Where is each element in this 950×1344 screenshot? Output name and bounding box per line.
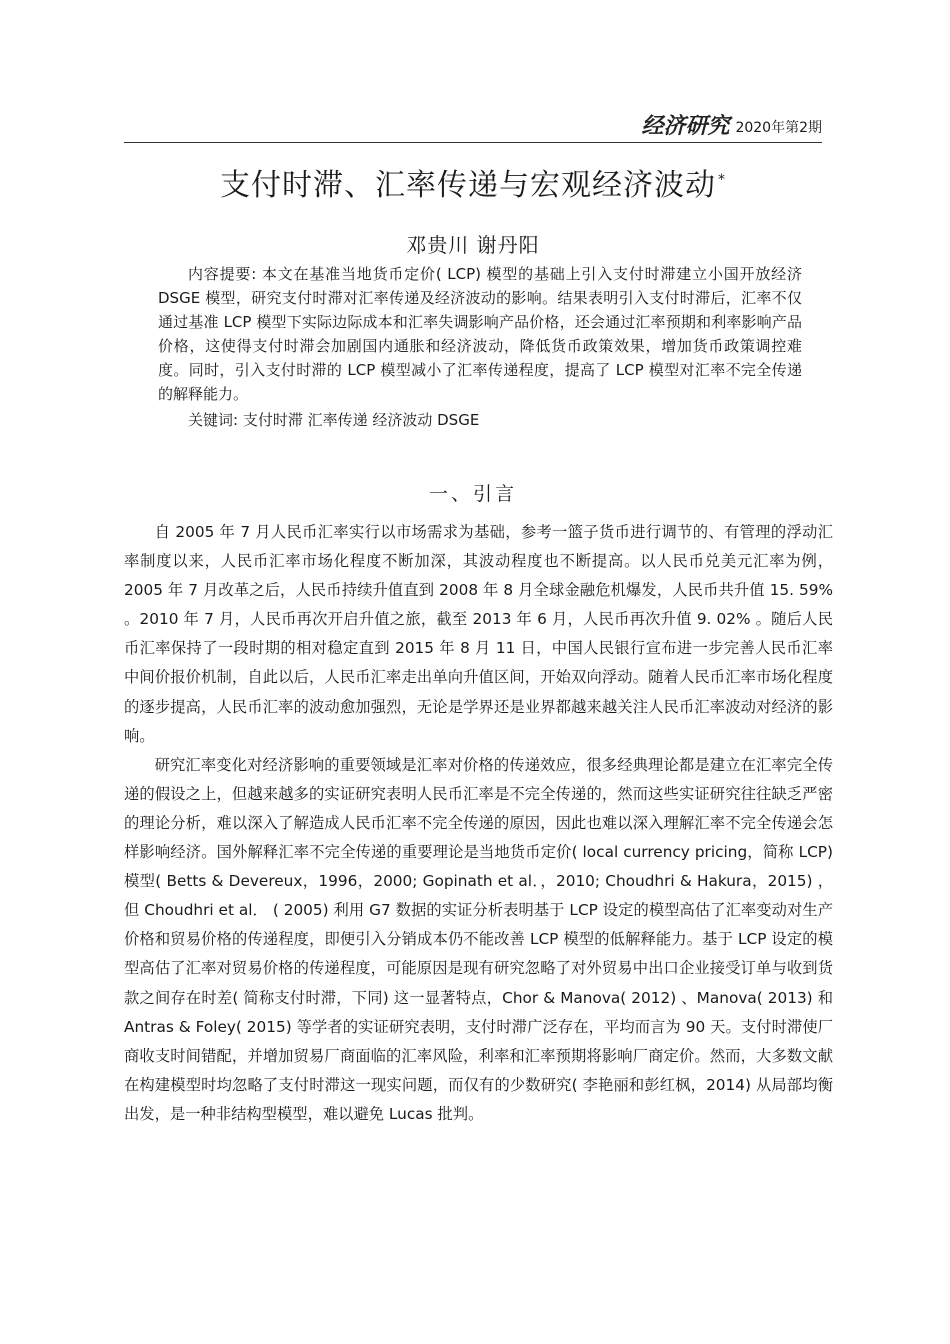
abstract-text: 内容提要: 本文在基准当地货币定价( LCP) 模型的基础上引入支付时滞建立小国开放经济 DSGE 模型，研究支付时滞对汇率传递及经济波动的影响。结果表明引入支付时滞后，汇率不仅通过基准 LCP 模型下实际边际成本和汇率失调影响产品价格，还会通过汇率预期和利率影响产品价格，这使得支付时滞会加剧国内通胀和经济波动，降低货币政策效果，增加货币政策调控难度。同时，引入支付时滞的 LCP 模型减小了汇率传递程度，提高了 LCP 模型对汇率不完全传递的解释能力。 xyxy=(158,265,803,403)
journal-logo: 经济研究 xyxy=(641,113,730,139)
paper-title-text: 支付时滞、汇率传递与宏观经济波动 xyxy=(220,168,716,203)
body-text xyxy=(124,518,833,1129)
page-header xyxy=(124,112,822,143)
paper-title xyxy=(124,160,822,204)
paragraph: 自 2005 年 7 月人民币汇率实行以市场需求为基础，参考一篮子货币进行调节的、有管理的浮动汇率制度以来，人民币汇率市场化程度不断加深，其波动程度也不断提高。以人民币兑美元汇率为例，2005 年 7 月改革之后，人民币持续升值直到 2008 年 8 月全球金融危机爆发，人民币共升值 15. 59% 。2010 年 7 月，人民币再次开启升值之旅，截至 2013 年 6 月，人民币再次升值 9. 02% 。随后人民币汇率保持了一段时期的相对稳定直到 2015 年 8 月 11 日，中国人民银行宣布进一步完善人民币汇率中间价报价机制，自此以后，人民币汇率走出单向升值区间，开始双向浮动。随着人民币汇率市场化程度的逐步提高，人民币汇率的波动愈加强烈，无论是学界还是业界都越来越关注人民币汇率波动对经济的影响。 xyxy=(124,523,833,745)
paragraph: 研究汇率变化对经济影响的重要领域是汇率对价格的传递效应，很多经典理论都是建立在汇率完全传递的假设之上，但越来越多的实证研究表明人民币汇率是不完全传递的，然而这些实证研究往往缺乏严密的理论分析，难以深入了解造成人民币汇率不完全传递的原因，因此也难以深入理解汇率不完全传递会怎样影响经济。国外解释汇率不完全传递的重要理论是当地货币定价( local currency pricing，简称 LCP) 模型( Betts & Devereux，1996，2000; Gopinath et al．，2010; Choudhri & Hakura，2015) ，但 Choudhri et al． ( 2005) 利用 G7 数据的实证分析表明基于 LCP 设定的模型高估了汇率变动对生产价格和贸易价格的传递程度，即便引入分销成本仍不能改善 LCP 模型的低解释能力。基于 LCP 设定的模型高估了汇率对贸易价格的传递程度，可能原因是现有研究忽略了对外贸易中出口企业接受订单与收到货款之间存在时差( 简称支付时滞，下同) 这一显著特点，Chor & Manova( 2012) 、Manova( 2013) 和 Antras & Foley( 2015) 等学者的实证研究表明，支付时滞广泛存在，平均而言为 90 天。支付时滞使厂商收支时间错配，并增加贸易厂商面临的汇率风险，利率和汇率预期将影响厂商定价。然而，大多数文献在构建模型时均忽略了支付时滞这一现实问题，而仅有的少数研究( 李艳丽和彭红枫，2014) 从局部均衡出发，是一种非结构型模型，难以避免 Lucas 批判。 xyxy=(124,755,833,1123)
abstract xyxy=(158,262,802,432)
title-footnote-mark: * xyxy=(718,172,726,188)
authors: 邓贵川 谢丹阳 xyxy=(406,233,540,257)
keywords: 关键词: 支付时滞 汇率传递 经济波动 DSGE xyxy=(188,411,480,429)
section-heading: 一、引言 xyxy=(428,483,517,505)
issue-info: 2020年第2期 xyxy=(735,120,822,136)
